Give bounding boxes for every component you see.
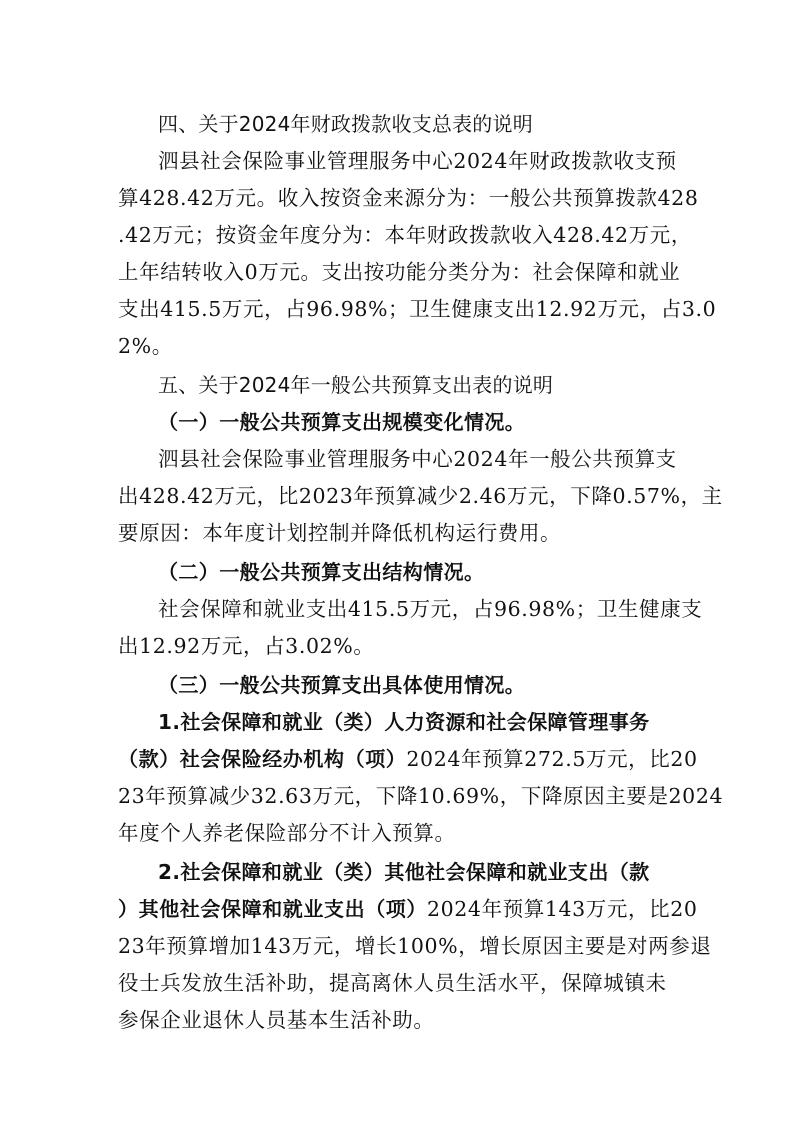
paragraph-line: 算428.42万元。收入按资金来源分为：一般公共预算拨款428 xyxy=(118,186,699,210)
item-1-rest: 2024年预算272.5万元，比20 xyxy=(406,747,698,771)
item-1-title: 1.社会保障和就业（类）人力资源和社会保障管理事务 xyxy=(158,710,650,734)
subsection-1-heading: （一）一般公共预算支出规模变化情况。 xyxy=(158,410,526,434)
item-2-line-2 xyxy=(118,892,697,926)
paragraph-line: 出428.42万元，比2023年预算减少2.46万元，下降0.57%，主 xyxy=(118,484,723,508)
paragraph-line: 泗县社会保险事业管理服务中心2024年一般公共预算支 xyxy=(158,447,677,471)
item-2-title: 2.社会保障和就业（类）其他社会保障和就业支出（款 xyxy=(158,860,650,884)
paragraph-line: 参保企业退休人员基本生活补助。 xyxy=(118,1008,435,1032)
item-1-bold-part: （款）社会保险经办机构（项） xyxy=(118,747,407,771)
paragraph-line: 社会保障和就业支出415.5万元，占96.98%；卫生健康支 xyxy=(158,597,703,621)
item-2-rest: 2024年预算143万元，比20 xyxy=(427,897,698,921)
paragraph-line: 2%。 xyxy=(118,334,173,358)
section-5-heading: 五、关于2024年一般公共预算支出表的说明 xyxy=(158,373,554,397)
paragraph-line: 役士兵发放生活补助，提高离休人员生活水平，保障城镇未 xyxy=(118,971,667,995)
paragraph-line: 支出415.5万元，占96.98%；卫生健康支出12.92万元，占3.0 xyxy=(118,297,717,321)
paragraph-line: 23年预算减少32.63万元，下降10.69%，下降原因主要是2024 xyxy=(118,784,724,808)
paragraph-line: 23年预算增加143万元，增长100%，增长原因主要是对两参退 xyxy=(118,934,712,958)
subsection-2-heading: （二）一般公共预算支出结构情况。 xyxy=(158,560,485,584)
item-1-line-2 xyxy=(118,742,698,776)
paragraph-line: 年度个人养老保险部分不计入预算。 xyxy=(118,821,456,845)
paragraph-line: 泗县社会保险事业管理服务中心2024年财政拨款收支预 xyxy=(158,149,677,173)
item-2-bold-part: ）其他社会保障和就业支出（项） xyxy=(118,897,427,921)
section-4-heading: 四、关于2024年财政拨款收支总表的说明 xyxy=(158,112,533,136)
paragraph-line: 上年结转收入0万元。支出按功能分类分为：社会保障和就业 xyxy=(118,260,681,284)
paragraph-line: .42万元；按资金年度分为：本年财政拨款收入428.42万元， xyxy=(118,223,692,247)
subsection-3-heading: （三）一般公共预算支出具体使用情况。 xyxy=(158,673,526,697)
paragraph-line: 要原因：本年度计划控制并降低机构运行费用。 xyxy=(118,521,562,545)
paragraph-line: 出12.92万元，占3.02%。 xyxy=(118,634,375,658)
